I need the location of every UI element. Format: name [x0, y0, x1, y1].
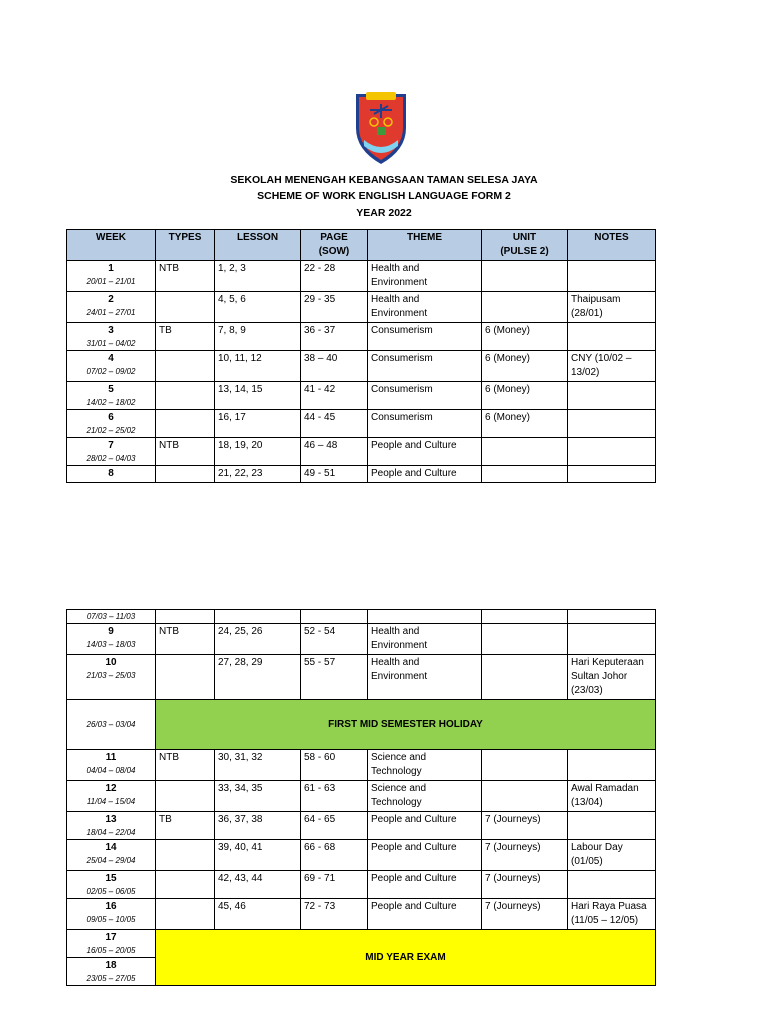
week-number: 12 [105, 783, 117, 794]
week-dates: 16/05 – 20/05 [86, 946, 136, 955]
week-cell [67, 438, 156, 466]
theme-cell: Health and Environment [368, 655, 482, 700]
week-number: 18 [105, 960, 117, 971]
table-row [67, 410, 656, 438]
col-unit [482, 230, 568, 261]
lesson-cell: 7, 8, 9 [215, 323, 301, 351]
unit-cell [482, 261, 568, 292]
week-cell [67, 871, 156, 899]
types-cell [156, 466, 215, 483]
page-cell: 61 - 63 [301, 781, 368, 812]
theme-cell: Consumerism [368, 410, 482, 438]
week-cell [67, 655, 156, 700]
week-cell [67, 382, 156, 410]
notes-cell [568, 624, 656, 655]
week-cell [67, 812, 156, 840]
scheme-table-page1 [66, 229, 656, 483]
lesson-cell: 39, 40, 41 [215, 840, 301, 871]
page-cell: 69 - 71 [301, 871, 368, 899]
lesson-cell: 42, 43, 44 [215, 871, 301, 899]
week-dates: 23/05 – 27/05 [86, 974, 136, 983]
page-cell [301, 610, 368, 624]
lesson-cell: 1, 2, 3 [215, 261, 301, 292]
table-row [67, 781, 656, 812]
lesson-cell: 36, 37, 38 [215, 812, 301, 840]
page-cell: 44 - 45 [301, 410, 368, 438]
week-dates: 31/01 – 04/02 [86, 339, 136, 348]
week-cell [67, 899, 156, 930]
week-dates: 14/03 – 18/03 [86, 640, 136, 649]
holiday-dates: 26/03 – 03/04 [86, 719, 136, 729]
notes-cell: Hari Raya Puasa (11/05 – 12/05) [568, 899, 656, 930]
document-year: YEAR 2022 [356, 207, 412, 219]
notes-cell [568, 261, 656, 292]
page-cell: 29 - 35 [301, 292, 368, 323]
unit-cell: 7 (Journeys) [482, 812, 568, 840]
theme-cell: Science and Technology [368, 781, 482, 812]
week-number: 14 [105, 842, 117, 853]
lesson-cell: 27, 28, 29 [215, 655, 301, 700]
types-cell: NTB [156, 438, 215, 466]
week-dates: 11/04 – 15/04 [86, 797, 136, 806]
col-notes: NOTES [568, 230, 656, 261]
notes-cell [568, 812, 656, 840]
theme-cell: Science and Technology [368, 750, 482, 781]
week-cell [67, 781, 156, 812]
week-cell [67, 750, 156, 781]
unit-cell [482, 781, 568, 812]
table-row [67, 292, 656, 323]
week-number: 13 [105, 814, 117, 825]
week-number: 8 [108, 468, 114, 479]
lesson-cell [215, 610, 301, 624]
week-number: 15 [105, 873, 117, 884]
lesson-cell: 13, 14, 15 [215, 382, 301, 410]
types-cell [156, 351, 215, 382]
table-row [67, 351, 656, 382]
unit-cell: 6 (Money) [482, 323, 568, 351]
holiday-row [67, 700, 656, 750]
theme-cell: Health and Environment [368, 261, 482, 292]
week-number: 10 [105, 657, 117, 668]
types-cell [156, 899, 215, 930]
types-cell [156, 781, 215, 812]
page-cell: 72 - 73 [301, 899, 368, 930]
theme-cell: People and Culture [368, 466, 482, 483]
notes-cell: Hari Keputeraan Sultan Johor (23/03) [568, 655, 656, 700]
theme-cell: People and Culture [368, 840, 482, 871]
col-types: TYPES [156, 230, 215, 261]
col-page-sub: (SOW) [318, 246, 350, 257]
theme-cell: Health and Environment [368, 624, 482, 655]
page-cell: 46 – 48 [301, 438, 368, 466]
table-row [67, 323, 656, 351]
unit-cell [482, 655, 568, 700]
page-cell: 22 - 28 [301, 261, 368, 292]
types-cell [156, 610, 215, 624]
types-cell: TB [156, 812, 215, 840]
table-row [67, 624, 656, 655]
week-cell [67, 624, 156, 655]
week-dates: 14/02 – 18/02 [86, 398, 136, 407]
table-row [67, 261, 656, 292]
week-dates: 07/03 – 11/03 [86, 612, 136, 621]
notes-cell [568, 382, 656, 410]
notes-cell [568, 610, 656, 624]
types-cell [156, 292, 215, 323]
lesson-cell: 45, 46 [215, 899, 301, 930]
week-cell [67, 323, 156, 351]
theme-cell: People and Culture [368, 899, 482, 930]
unit-cell [482, 624, 568, 655]
unit-cell: 7 (Journeys) [482, 871, 568, 899]
notes-cell [568, 871, 656, 899]
types-cell: NTB [156, 750, 215, 781]
week-dates: 20/01 – 21/01 [86, 277, 136, 286]
week-dates: 02/05 – 06/05 [86, 887, 136, 896]
week-dates: 21/03 – 25/03 [86, 671, 136, 680]
school-name: SEKOLAH MENENGAH KEBANGSAAN TAMAN SELESA JAYA [230, 174, 538, 186]
types-cell: NTB [156, 624, 215, 655]
week-dates: 18/04 – 22/04 [86, 828, 136, 837]
week-cell [67, 351, 156, 382]
week-number: 1 [108, 263, 114, 274]
week-dates: 09/05 – 10/05 [86, 915, 136, 924]
lesson-cell: 24, 25, 26 [215, 624, 301, 655]
unit-cell [482, 750, 568, 781]
types-cell [156, 655, 215, 700]
school-crest-logo [352, 88, 410, 166]
week-cell [67, 261, 156, 292]
table-row [67, 840, 656, 871]
types-cell [156, 840, 215, 871]
week-dates: 04/04 – 08/04 [86, 766, 136, 775]
notes-cell [568, 410, 656, 438]
page-cell: 66 - 68 [301, 840, 368, 871]
notes-cell: Awal Ramadan (13/04) [568, 781, 656, 812]
page-cell: 52 - 54 [301, 624, 368, 655]
col-page-label: PAGE [320, 232, 348, 243]
theme-cell: Health and Environment [368, 292, 482, 323]
table-row-continued [67, 610, 656, 624]
page-cell: 41 - 42 [301, 382, 368, 410]
week-number: 17 [105, 932, 117, 943]
week-number: 11 [105, 752, 117, 763]
week-dates: 28/02 – 04/03 [86, 454, 136, 463]
notes-cell: Labour Day (01/05) [568, 840, 656, 871]
week-cell [67, 930, 156, 958]
types-cell [156, 410, 215, 438]
theme-cell: Consumerism [368, 323, 482, 351]
lesson-cell: 30, 31, 32 [215, 750, 301, 781]
col-lesson: LESSON [215, 230, 301, 261]
table-row [67, 750, 656, 781]
theme-cell: People and Culture [368, 871, 482, 899]
page-cell: 55 - 57 [301, 655, 368, 700]
unit-cell: 7 (Journeys) [482, 899, 568, 930]
week-cell [67, 410, 156, 438]
theme-cell: Consumerism [368, 351, 482, 382]
theme-cell [368, 610, 482, 624]
theme-cell: People and Culture [368, 812, 482, 840]
week-cell [67, 840, 156, 871]
notes-cell [568, 466, 656, 483]
notes-cell: CNY (10/02 – 13/02) [568, 351, 656, 382]
week-dates: 25/04 – 29/04 [86, 856, 136, 865]
page-cell: 58 - 60 [301, 750, 368, 781]
week-dates: 24/01 – 27/01 [86, 308, 136, 317]
table-row [67, 899, 656, 930]
week-number: 4 [108, 353, 114, 364]
unit-cell: 6 (Money) [482, 382, 568, 410]
notes-cell [568, 323, 656, 351]
exam-row [67, 930, 656, 958]
week-number: 2 [108, 294, 114, 305]
page-cell: 36 - 37 [301, 323, 368, 351]
col-week: WEEK [67, 230, 156, 261]
lesson-cell: 4, 5, 6 [215, 292, 301, 323]
table-row [67, 871, 656, 899]
holiday-dates-cell [67, 700, 156, 750]
lesson-cell: 16, 17 [215, 410, 301, 438]
table-row [67, 466, 656, 483]
page-cell: 49 - 51 [301, 466, 368, 483]
week-dates: 21/02 – 25/02 [86, 426, 136, 435]
week-number: 6 [108, 412, 114, 423]
notes-cell [568, 438, 656, 466]
table-header-row [67, 230, 656, 261]
week-cell [67, 958, 156, 986]
page-cell: 38 – 40 [301, 351, 368, 382]
exam-banner: MID YEAR EXAM [156, 930, 656, 986]
week-number: 16 [105, 901, 117, 912]
types-cell: NTB [156, 261, 215, 292]
col-unit-label: UNIT [512, 232, 537, 243]
holiday-banner: FIRST MID SEMESTER HOLIDAY [156, 700, 656, 750]
table-row [67, 382, 656, 410]
unit-cell: 7 (Journeys) [482, 840, 568, 871]
types-cell: TB [156, 323, 215, 351]
table-row [67, 438, 656, 466]
notes-cell: Thaipusam (28/01) [568, 292, 656, 323]
theme-cell: Consumerism [368, 382, 482, 410]
types-cell [156, 382, 215, 410]
unit-cell: 6 (Money) [482, 351, 568, 382]
notes-cell [568, 750, 656, 781]
lesson-cell: 10, 11, 12 [215, 351, 301, 382]
lesson-cell: 21, 22, 23 [215, 466, 301, 483]
unit-cell: 6 (Money) [482, 410, 568, 438]
table-row [67, 812, 656, 840]
week-number: 7 [108, 440, 114, 451]
week-cell [67, 610, 156, 624]
lesson-cell: 18, 19, 20 [215, 438, 301, 466]
document-title: SCHEME OF WORK ENGLISH LANGUAGE FORM 2 [257, 190, 511, 202]
scheme-table-page2 [66, 609, 656, 986]
theme-cell: People and Culture [368, 438, 482, 466]
week-cell [67, 292, 156, 323]
unit-cell [482, 610, 568, 624]
col-unit-sub: (PULSE 2) [500, 246, 549, 257]
types-cell [156, 871, 215, 899]
table-row [67, 655, 656, 700]
week-number: 5 [108, 384, 114, 395]
week-dates: 07/02 – 09/02 [86, 367, 136, 376]
week-number: 9 [108, 626, 114, 637]
lesson-cell: 33, 34, 35 [215, 781, 301, 812]
col-theme: THEME [368, 230, 482, 261]
unit-cell [482, 466, 568, 483]
week-cell [67, 466, 156, 483]
week-number: 3 [108, 325, 114, 336]
unit-cell [482, 292, 568, 323]
page-cell: 64 - 65 [301, 812, 368, 840]
unit-cell [482, 438, 568, 466]
col-page [301, 230, 368, 261]
